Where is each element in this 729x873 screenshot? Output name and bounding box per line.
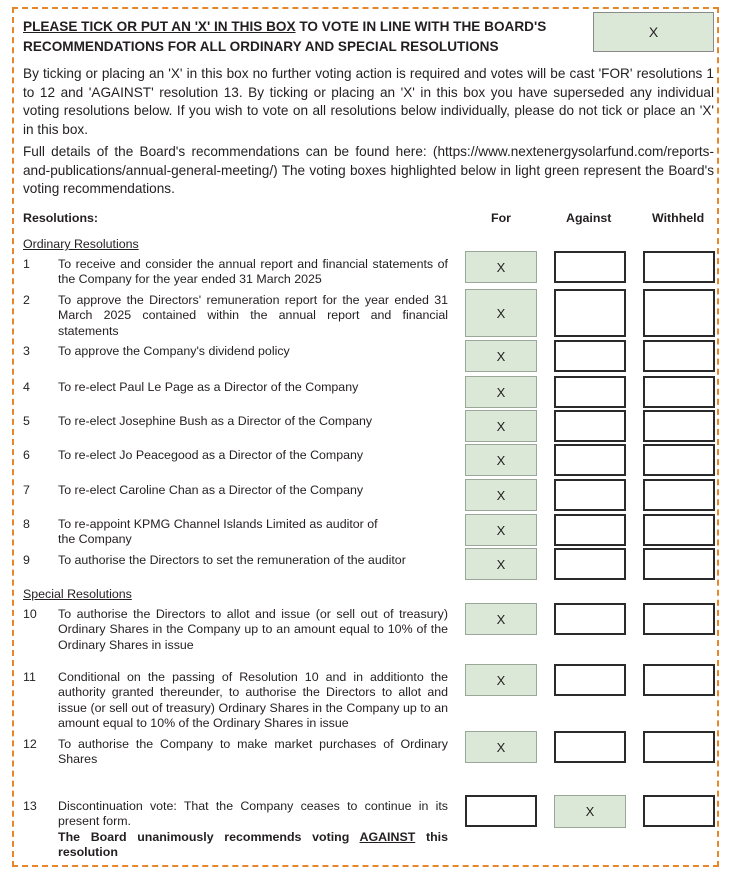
resolution-number: 7 <box>23 483 30 497</box>
resolution-text: To re-elect Josephine Bush as a Director of the Company <box>58 414 373 428</box>
vote-all-instruction-emph: PLEASE TICK OR PUT AN 'X' IN THIS BOX <box>23 19 296 34</box>
against-checkbox[interactable] <box>554 479 626 511</box>
resolution-text <box>58 799 448 861</box>
resolution-13-text: Discontinuation vote: That the Company ceases to continue in its present form. <box>58 799 448 829</box>
against-checkbox[interactable] <box>554 731 626 763</box>
vote-all-instruction <box>23 17 583 57</box>
for-checkbox[interactable]: X <box>465 548 537 580</box>
resolution-number: 8 <box>23 517 30 531</box>
resolution-text: To approve the Company's dividend policy <box>58 344 290 358</box>
withheld-checkbox[interactable] <box>643 289 715 337</box>
against-checkbox[interactable] <box>554 376 626 408</box>
against-checkbox[interactable] <box>554 251 626 283</box>
against-checkbox[interactable]: X <box>554 795 626 828</box>
resolution-number: 10 <box>23 607 37 621</box>
withheld-checkbox[interactable] <box>643 410 715 442</box>
for-column-header: For <box>491 211 511 225</box>
withheld-checkbox[interactable] <box>643 514 715 546</box>
resolution-number: 4 <box>23 380 30 394</box>
for-checkbox[interactable]: X <box>465 664 537 696</box>
for-checkbox[interactable]: X <box>465 514 537 546</box>
resolution-number: 13 <box>23 799 37 813</box>
for-checkbox[interactable]: X <box>465 444 537 476</box>
against-checkbox[interactable] <box>554 410 626 442</box>
withheld-column-header: Withheld <box>652 211 705 225</box>
withheld-checkbox[interactable] <box>643 479 715 511</box>
resolution-number: 1 <box>23 257 30 271</box>
withheld-checkbox[interactable] <box>643 603 715 635</box>
resolution-text: To receive and consider the annual report and financial statements of the Company for the year ended 31 March 2025 <box>58 257 448 287</box>
vote-all-instruction-rest: TO VOTE IN LINE WITH THE BOARD'S RECOMMENDATIONS FOR ALL ORDINARY AND SPECIAL RESOLUTIONS <box>23 19 547 54</box>
against-checkbox[interactable] <box>554 514 626 546</box>
instruction-paragraph: By ticking or placing an 'X' in this box no further voting action is required and votes will be cast 'FOR' resolutions 1 to 12 and 'AGAINST' resolution 13. By ticking or placing an 'X' in this box you have superseded any individual voting resolutions below. If you wish to vote on all resolutions below individually, please do not tick or place an 'X' in this box. <box>23 66 714 137</box>
resolution-number: 6 <box>23 448 30 462</box>
withheld-checkbox[interactable] <box>643 731 715 763</box>
ordinary-resolutions-heading: Ordinary Resolutions <box>23 237 139 251</box>
special-resolutions-heading: Special Resolutions <box>23 587 132 601</box>
note-part2: this resolution <box>58 829 448 860</box>
against-column-header: Against <box>566 211 612 225</box>
withheld-checkbox[interactable] <box>643 664 715 696</box>
resolution-text: To authorise the Directors to set the remuneration of the auditor <box>58 553 406 567</box>
resolutions-header: Resolutions: <box>23 211 99 225</box>
resolution-text: Conditional on the passing of Resolution 10 and in additionto the authority granted thereunder, to authorise the Directors to allot and issue (or sell out of treasury) Ordinary Shares in the Company up to an amount equal to 10% of the Ordinary Shares in issue <box>58 670 448 731</box>
resolution-text: To re-elect Caroline Chan as a Director of the Company <box>58 483 364 497</box>
against-checkbox[interactable] <box>554 340 626 372</box>
withheld-checkbox[interactable] <box>643 795 715 827</box>
for-checkbox[interactable]: X <box>465 289 537 337</box>
board-recommendation-note <box>58 830 448 859</box>
details-paragraph: Full details of the Board's recommendations can be found here: (https://www.nextenergysolarfund.com/reports-and-publications/annual-general-meeting/) The voting boxes highlighted below in light green represent the Board's voting recommendations. <box>23 144 714 196</box>
against-checkbox[interactable] <box>554 444 626 476</box>
vote-all-mark: X <box>648 24 659 40</box>
for-checkbox[interactable]: X <box>465 251 537 283</box>
resolution-number: 5 <box>23 414 30 428</box>
withheld-checkbox[interactable] <box>643 376 715 408</box>
for-checkbox[interactable] <box>465 795 537 827</box>
resolution-text: To re-elect Paul Le Page as a Director of the Company <box>58 380 359 394</box>
for-checkbox[interactable]: X <box>465 603 537 635</box>
for-checkbox[interactable]: X <box>465 731 537 763</box>
withheld-checkbox[interactable] <box>643 251 715 283</box>
resolution-number: 12 <box>23 737 37 751</box>
note-emphasis: AGAINST <box>359 829 416 844</box>
resolution-text: To re-elect Jo Peacegood as a Director of the Company <box>58 448 364 462</box>
for-checkbox[interactable]: X <box>465 376 537 408</box>
resolution-text: To approve the Directors' remuneration report for the year ended 31 March 2025 contained within the annual report and financial statements <box>58 293 448 338</box>
resolution-text: To authorise the Directors to allot and issue (or sell out of treasury) Ordinary Shares in the Company up to an amount equal to 10% of the Ordinary Shares in issue <box>58 607 448 652</box>
against-checkbox[interactable] <box>554 548 626 580</box>
resolution-number: 3 <box>23 344 30 358</box>
resolution-number: 9 <box>23 553 30 567</box>
note-part1: The Board unanimously recommends voting <box>58 829 360 844</box>
vote-all-checkbox[interactable] <box>593 12 714 52</box>
for-checkbox[interactable]: X <box>465 479 537 511</box>
for-checkbox[interactable]: X <box>465 340 537 372</box>
withheld-checkbox[interactable] <box>643 548 715 580</box>
resolution-number: 2 <box>23 293 30 307</box>
withheld-checkbox[interactable] <box>643 444 715 476</box>
against-checkbox[interactable] <box>554 603 626 635</box>
withheld-checkbox[interactable] <box>643 340 715 372</box>
against-checkbox[interactable] <box>554 664 626 696</box>
resolution-number: 11 <box>23 670 36 684</box>
for-checkbox[interactable]: X <box>465 410 537 442</box>
against-checkbox[interactable] <box>554 289 626 337</box>
resolution-text: To authorise the Company to make market purchases of Ordinary Shares <box>58 737 448 767</box>
resolution-text: To re-appoint KPMG Channel Islands Limited as auditor of the Company <box>58 517 378 547</box>
